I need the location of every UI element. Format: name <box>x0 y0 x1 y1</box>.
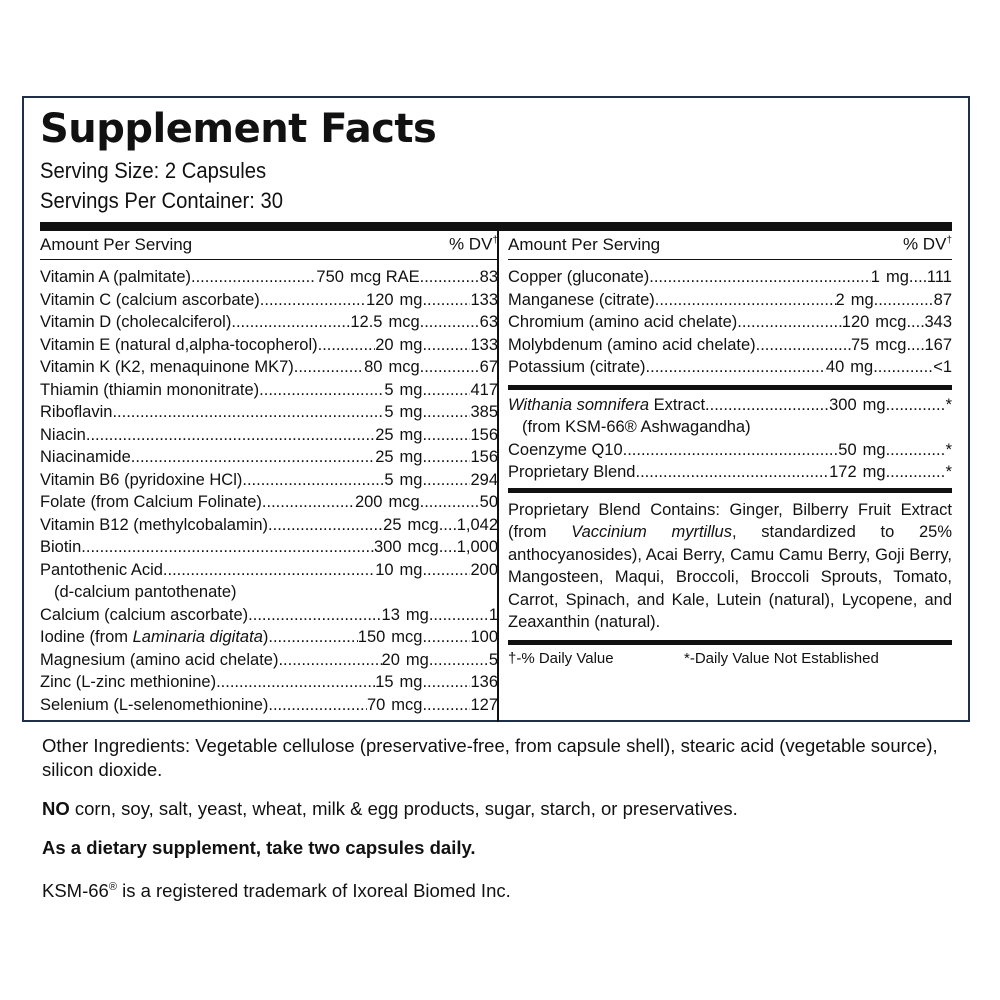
directions: As a dietary supplement, take two capsules daily. <box>42 837 476 858</box>
dot-leader <box>886 439 946 462</box>
dot-leader <box>623 439 839 462</box>
dot-leader <box>268 694 367 717</box>
nutrient-row <box>40 626 498 649</box>
nutrient-row <box>40 536 498 559</box>
nutrient-unit: mcg <box>407 515 439 534</box>
nutrient-amount: 5 <box>384 470 394 489</box>
dot-leader <box>268 626 357 649</box>
dot-leader <box>262 491 355 514</box>
nutrient-unit: mg <box>862 395 886 414</box>
nutrient-row <box>40 334 498 357</box>
dot-leader <box>420 356 480 379</box>
nutrient-unit: mg <box>405 650 429 669</box>
nutrient-unit: mcg <box>388 493 420 511</box>
nutrient-dv: 133 <box>470 335 498 354</box>
nutrient-dv: 294 <box>470 470 498 489</box>
other-ingredients: Other Ingredients: Vegetable cellulose (preservative-free, from capsule shell), stearic acid (vegetable source), silicon dioxide. <box>42 735 938 780</box>
nutrient-name: Coenzyme Q10 <box>508 440 623 459</box>
nutrient-unit: mg <box>399 470 423 489</box>
dot-leader <box>886 394 946 417</box>
nutrient-amount: 75 <box>850 335 870 354</box>
dot-leader <box>191 266 316 289</box>
nutrient-name: Vitamin C (calcium ascorbate) <box>40 290 260 309</box>
nutrient-amount: 300 <box>374 538 402 556</box>
nutrient-unit: mg <box>399 290 423 309</box>
dot-leader <box>81 536 374 559</box>
dot-leader <box>278 649 381 672</box>
nutrient-amount: 13 <box>381 605 400 624</box>
nutrient-name: Thiamin (thiamin mononitrate) <box>40 380 260 399</box>
nutrient-amount: 5 <box>384 380 394 399</box>
dot-leader <box>873 356 933 379</box>
nutrient-name: Vitamin K (K2, menaquinone MK7) <box>40 358 294 376</box>
amount-per-serving-label: Amount Per Serving <box>508 235 661 254</box>
nutrient-dv: 1,042 <box>456 515 498 534</box>
nutrient-row <box>508 311 952 334</box>
nutrient-unit: mg <box>399 560 423 579</box>
dot-leader <box>248 604 381 627</box>
nutrient-unit: mcg <box>388 313 420 331</box>
nutrient-dv: 343 <box>924 313 952 331</box>
dot-leader <box>886 461 946 484</box>
nutrient-name: Manganese (citrate) <box>508 290 655 309</box>
footnotes <box>508 645 952 673</box>
dot-leader <box>422 424 470 447</box>
nutrient-row <box>508 266 952 289</box>
nutrient-amount: 12.5 <box>350 313 383 331</box>
dot-leader <box>112 401 384 424</box>
supplement-facts-panel <box>22 96 970 722</box>
nutrient-name: Vitamin B6 (pyridoxine HCl) <box>40 470 243 489</box>
rule <box>508 488 952 493</box>
nutrient-unit: mcg <box>391 628 423 646</box>
dot-leader <box>429 649 489 672</box>
nutrient-amount: 15 <box>375 673 394 691</box>
dot-leader <box>909 266 927 289</box>
nutrient-name: Potassium (citrate) <box>508 358 646 376</box>
nutrient-name: Magnesium (amino acid chelate) <box>40 650 279 669</box>
nutrient-dv: 156 <box>470 425 498 444</box>
dot-leader <box>260 289 366 312</box>
dot-leader <box>439 514 457 537</box>
amount-per-serving-label: Amount Per Serving <box>40 235 193 254</box>
nutrient-unit: mg <box>399 380 423 399</box>
dv-label: % DV† <box>902 235 952 254</box>
nutrient-amount: 120 <box>366 290 394 309</box>
rule <box>508 385 952 390</box>
nutrient-source-note: (from KSM-66® Ashwagandha) <box>522 418 751 436</box>
nutrient-dv: 83 <box>479 268 498 286</box>
nutrient-row <box>508 439 952 462</box>
nutrient-amount: 25 <box>375 425 394 444</box>
nutrient-name: Riboflavin <box>40 403 113 421</box>
nutrient-name: Vitamin D (cholecalciferol) <box>40 313 232 331</box>
left-column <box>40 231 498 716</box>
dot-leader <box>422 379 470 402</box>
dot-leader <box>439 536 457 559</box>
nutrient-name: Iodine (from Laminaria digitata) <box>40 628 269 646</box>
nutrient-row <box>40 604 498 627</box>
nutrient-amount: 150 <box>357 628 386 646</box>
dot-leader <box>131 446 375 469</box>
nutrient-amount: 70 <box>366 695 386 714</box>
dot-leader <box>294 356 364 379</box>
nutrient-dv: 111 <box>926 268 952 286</box>
right-nutrient-list <box>508 266 952 379</box>
rule <box>40 259 498 260</box>
dot-leader <box>420 266 480 289</box>
nutrient-unit: mg <box>399 448 423 466</box>
dot-leader <box>259 379 384 402</box>
nutrient-name: Niacinamide <box>40 448 131 466</box>
nutrient-amount: 20 <box>381 650 400 669</box>
no-list: NO corn, soy, salt, yeast, wheat, milk & egg products, sugar, starch, or preservatives. <box>42 798 738 819</box>
nutrient-name: Vitamin B12 (methylcobalamin) <box>40 515 269 534</box>
nutrient-amount: 10 <box>375 560 394 579</box>
nutrient-amount: 5 <box>384 403 394 421</box>
dot-leader <box>756 334 851 357</box>
nutrient-amount: 25 <box>375 448 394 466</box>
nutrient-dv: 50 <box>479 493 498 511</box>
nutrient-row <box>40 424 498 447</box>
dot-leader <box>216 671 375 694</box>
nutrient-name: Calcium (calcium ascorbate) <box>40 605 249 624</box>
extract-list <box>508 394 952 484</box>
nutrient-unit: mg <box>399 425 423 444</box>
nutrient-unit: mg <box>862 440 886 459</box>
nutrient-amount: 25 <box>383 515 402 534</box>
nutrient-row <box>40 289 498 312</box>
nutrient-amount: 750 <box>316 268 344 286</box>
nutrient-amount: 20 <box>375 335 394 354</box>
nutrient-row <box>40 491 498 514</box>
nutrient-unit: mg <box>399 403 423 421</box>
nutrient-row <box>40 379 498 402</box>
dot-leader <box>906 311 924 334</box>
nutrient-row <box>508 334 952 357</box>
dot-leader <box>86 424 375 447</box>
nutrient-amount: 172 <box>829 463 857 481</box>
nutrient-dv: 63 <box>479 313 498 331</box>
nutrient-name: Molybdenum (amino acid chelate) <box>508 335 756 354</box>
nutrient-unit: mcg <box>875 313 907 331</box>
nutrient-name: Niacin <box>40 425 86 444</box>
nutrient-row <box>40 649 498 672</box>
dot-leader <box>422 559 470 582</box>
dot-leader <box>420 311 480 334</box>
dot-leader <box>737 311 842 334</box>
nutrient-source-note: (d-calcium pantothenate) <box>54 583 237 601</box>
nutrient-unit: mg <box>850 358 874 376</box>
nutrient-unit: mg <box>399 335 423 354</box>
nutrient-unit: mg <box>885 268 909 286</box>
nutrient-amount: 50 <box>838 440 857 459</box>
nutrient-dv: 1,000 <box>456 538 498 556</box>
dv-label: % DV† <box>448 235 498 254</box>
not-established-footnote: *-Daily Value Not Established <box>684 649 879 667</box>
right-column <box>508 231 952 673</box>
serving-size: Serving Size: 2 Capsules <box>40 158 267 183</box>
nutrient-dv: 1 <box>488 605 498 624</box>
dot-leader <box>231 311 350 334</box>
nutrient-name: Proprietary Blend <box>508 463 636 481</box>
nutrient-amount: 2 <box>835 290 845 309</box>
panel-title: Supplement Facts <box>40 106 437 152</box>
right-header <box>508 231 952 259</box>
dot-leader <box>422 289 470 312</box>
nutrient-unit: mcg <box>875 335 907 354</box>
dot-leader <box>906 334 924 357</box>
dot-leader <box>242 469 384 492</box>
nutrient-row <box>40 356 498 379</box>
dot-leader <box>422 446 470 469</box>
dot-leader <box>163 559 375 582</box>
dot-leader <box>655 289 836 312</box>
nutrient-row <box>40 559 498 582</box>
nutrient-row <box>40 514 498 537</box>
dot-leader <box>649 266 871 289</box>
nutrient-dv: 385 <box>470 403 498 421</box>
nutrient-dv: 100 <box>470 628 498 646</box>
nutrient-unit: mg <box>862 463 886 481</box>
nutrient-unit: mcg <box>388 358 420 376</box>
dot-leader <box>420 491 480 514</box>
nutrient-row <box>508 461 952 484</box>
nutrient-unit: mg <box>399 673 423 691</box>
nutrient-amount: 300 <box>829 395 857 414</box>
dot-leader <box>422 626 470 649</box>
nutrient-dv: * <box>945 463 952 481</box>
nutrient-row <box>40 671 498 694</box>
nutrient-dv: 133 <box>470 290 498 309</box>
nutrient-name: Zinc (L-zinc methionine) <box>40 673 217 691</box>
blend-contents: Proprietary Blend Contains: Ginger, Bilberry Fruit Extract (from Vaccinium myrtillus, standardized to 25% anthocyanosides), Acai Berry, Camu Camu Berry, Goji Berry, Mangosteen, Maqui, Broccoli, Broccoli Sprouts, Tomato, Carrot, Spinach, and Kale, Lutein (natural), Lycopene, and Zeaxanthin (natural). <box>508 500 952 631</box>
nutrient-dv: 136 <box>470 673 498 691</box>
dot-leader <box>635 461 829 484</box>
nutrient-name: Pantothenic Acid <box>40 560 163 579</box>
nutrient-dv: 200 <box>470 560 498 579</box>
nutrient-row <box>40 401 498 424</box>
nutrient-dv: 87 <box>933 290 952 309</box>
nutrient-dv: 67 <box>479 358 498 376</box>
nutrient-row <box>40 446 498 469</box>
nutrient-dv: 5 <box>488 650 498 669</box>
nutrient-dv: 127 <box>470 695 498 714</box>
nutrient-name: Vitamin A (palmitate) <box>40 268 192 286</box>
nutrient-name: Folate (from Calcium Folinate) <box>40 493 262 511</box>
nutrient-amount: 1 <box>870 268 880 286</box>
nutrient-row <box>40 266 498 289</box>
nutrient-amount: 120 <box>841 313 870 331</box>
nutrient-name: Selenium (L-selenomethionine) <box>40 695 269 714</box>
nutrient-row <box>40 469 498 492</box>
dot-leader <box>429 604 489 627</box>
dot-leader <box>422 334 470 357</box>
dv-footnote: †-% Daily Value <box>508 649 614 667</box>
servings-per-container: Servings Per Container: 30 <box>40 188 284 213</box>
nutrient-row <box>508 394 952 417</box>
dot-leader <box>268 514 383 537</box>
left-header <box>40 231 498 259</box>
nutrient-row <box>508 356 952 379</box>
nutrient-amount: 80 <box>364 358 383 376</box>
nutrient-name: Chromium (amino acid chelate) <box>508 313 738 331</box>
trademark-note: KSM-66® is a registered trademark of Ixoreal Biomed Inc. <box>42 880 511 902</box>
nutrient-dv: * <box>945 440 952 459</box>
rule <box>508 259 952 260</box>
nutrient-dv: 417 <box>470 380 498 399</box>
dot-leader <box>422 401 470 424</box>
dot-leader <box>874 289 934 312</box>
nutrient-dv: 167 <box>924 335 952 354</box>
dot-leader <box>318 334 376 357</box>
nutrient-name: Copper (gluconate) <box>508 268 650 286</box>
nutrient-unit: mcg <box>407 538 439 556</box>
dot-leader <box>705 394 829 417</box>
nutrient-row <box>508 289 952 312</box>
nutrient-amount: 200 <box>354 493 383 511</box>
dot-leader <box>646 356 826 379</box>
nutrient-amount: 40 <box>825 358 845 376</box>
nutrient-dv: * <box>945 395 952 414</box>
nutrient-row <box>40 311 498 334</box>
nutrient-row <box>40 694 498 717</box>
nutrient-unit: mcg RAE <box>349 268 420 286</box>
nutrient-name: Vitamin E (natural d,alpha-tocopherol) <box>40 335 318 354</box>
nutrient-unit: mcg <box>391 695 423 714</box>
nutrient-unit: mg <box>850 290 874 309</box>
dot-leader <box>422 671 470 694</box>
nutrient-dv: 156 <box>470 448 498 466</box>
dot-leader <box>422 469 470 492</box>
nutrient-name: Biotin <box>40 538 82 556</box>
dot-leader <box>422 694 470 717</box>
nutrient-unit: mg <box>405 605 429 624</box>
left-nutrient-list <box>40 266 498 716</box>
nutrient-dv: <1 <box>933 358 952 376</box>
nutrient-name: Withania somnifera Extract <box>508 395 706 414</box>
